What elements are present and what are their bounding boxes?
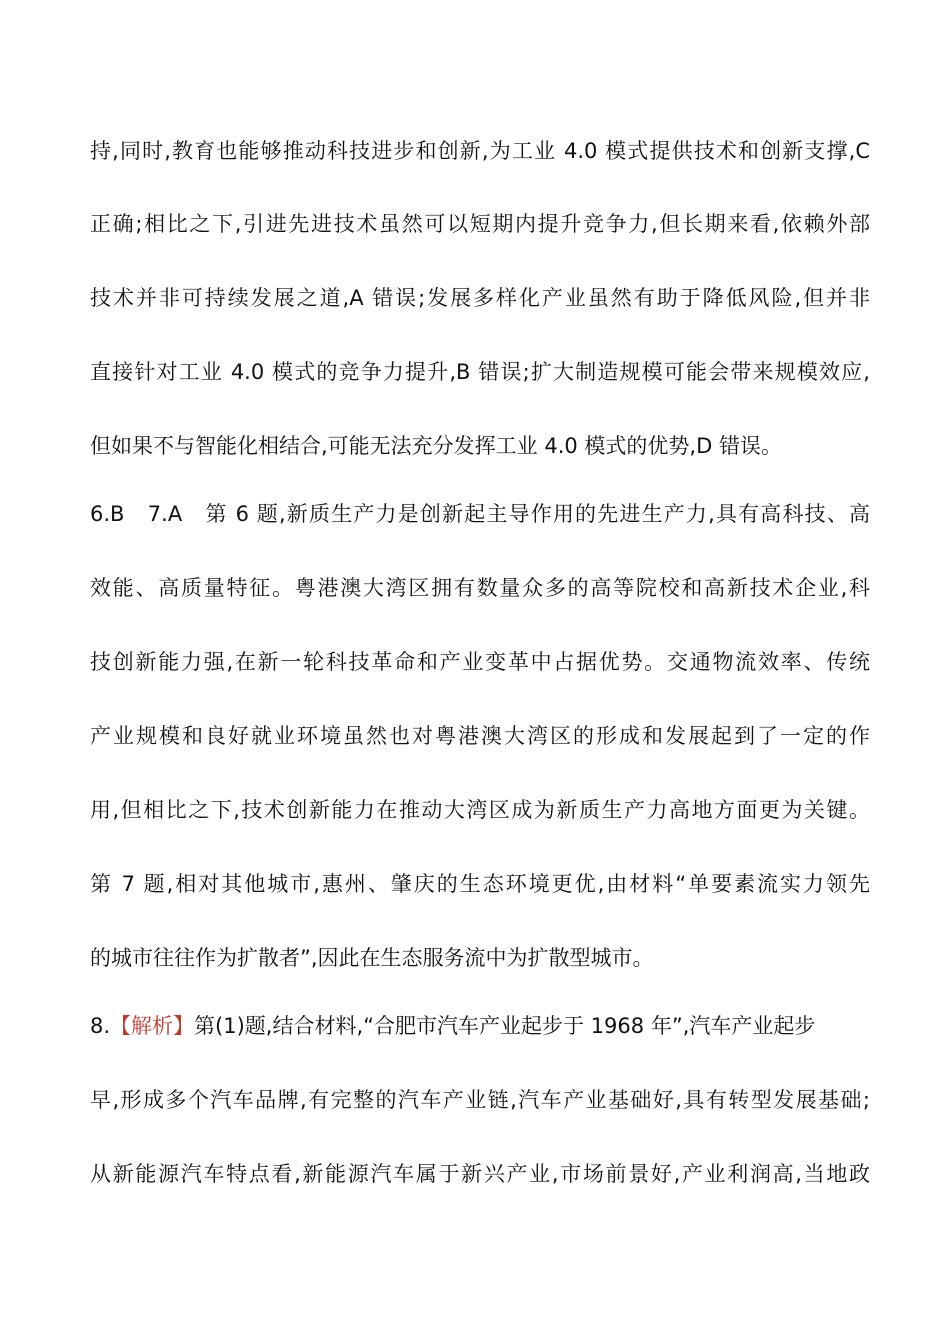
text-line-3: 技术并非可持续发展之道,A 错误;发展多样化产业虽然有助于降低风险,但并非 [90, 286, 870, 310]
text-line-7: 效能、高质量特征。粤港澳大湾区拥有数量众多的高等院校和高新技术企业,科 [90, 576, 870, 600]
text-line-11: 第 7 题,相对其他城市,惠州、肇庆的生态环境更优,由材料“单要素流实力领先 [90, 872, 870, 896]
text-line-6: 6.B 7.A 第 6 题,新质生产力是创新起主导作用的先进生产力,具有高科技、高 [90, 502, 870, 526]
text-line-8: 技创新能力强,在新一轮科技革命和产业变革中占据优势。交通物流效率、传统 [90, 650, 870, 674]
text-line-10: 用,但相比之下,技术创新能力在推动大湾区成为新质生产力高地方面更为关键。 [90, 798, 870, 822]
text-line-9: 产业规模和良好就业环境虽然也对粤港澳大湾区的形成和发展起到了一定的作 [90, 724, 870, 748]
q8-number: 8. [90, 1014, 111, 1038]
text-line-15: 从新能源汽车特点看,新能源汽车属于新兴产业,市场前景好,产业利润高,当地政 [90, 1162, 870, 1186]
text-line-1: 持,同时,教育也能够推动科技进步和创新,为工业 4.0 模式提供技术和创新支撑,C [90, 139, 870, 163]
q8-line [90, 1006, 870, 1046]
text-line-5: 但如果不与智能化相结合,可能无法充分发挥工业 4.0 模式的优势,D 错误。 [90, 434, 782, 458]
analysis-tag: 【解析】 [110, 1014, 195, 1038]
text-line-2: 正确;相比之下,引进先进技术虽然可以短期内提升竞争力,但长期来看,依赖外部 [90, 212, 870, 236]
q8-text: 第(1)题,结合材料,“合肥市汽车产业起步于 1968 年”,汽车产业起步 [194, 1014, 816, 1038]
text-line-12: 的城市往往作为扩散者”,因此在生态服务流中为扩散型城市。 [90, 946, 654, 970]
text-line-14: 早,形成多个汽车品牌,有完整的汽车产业链,汽车产业基础好,具有转型发展基础; [90, 1088, 870, 1112]
text-line-4: 直接针对工业 4.0 模式的竞争力提升,B 错误;扩大制造规模可能会带来规模效应, [90, 360, 870, 384]
